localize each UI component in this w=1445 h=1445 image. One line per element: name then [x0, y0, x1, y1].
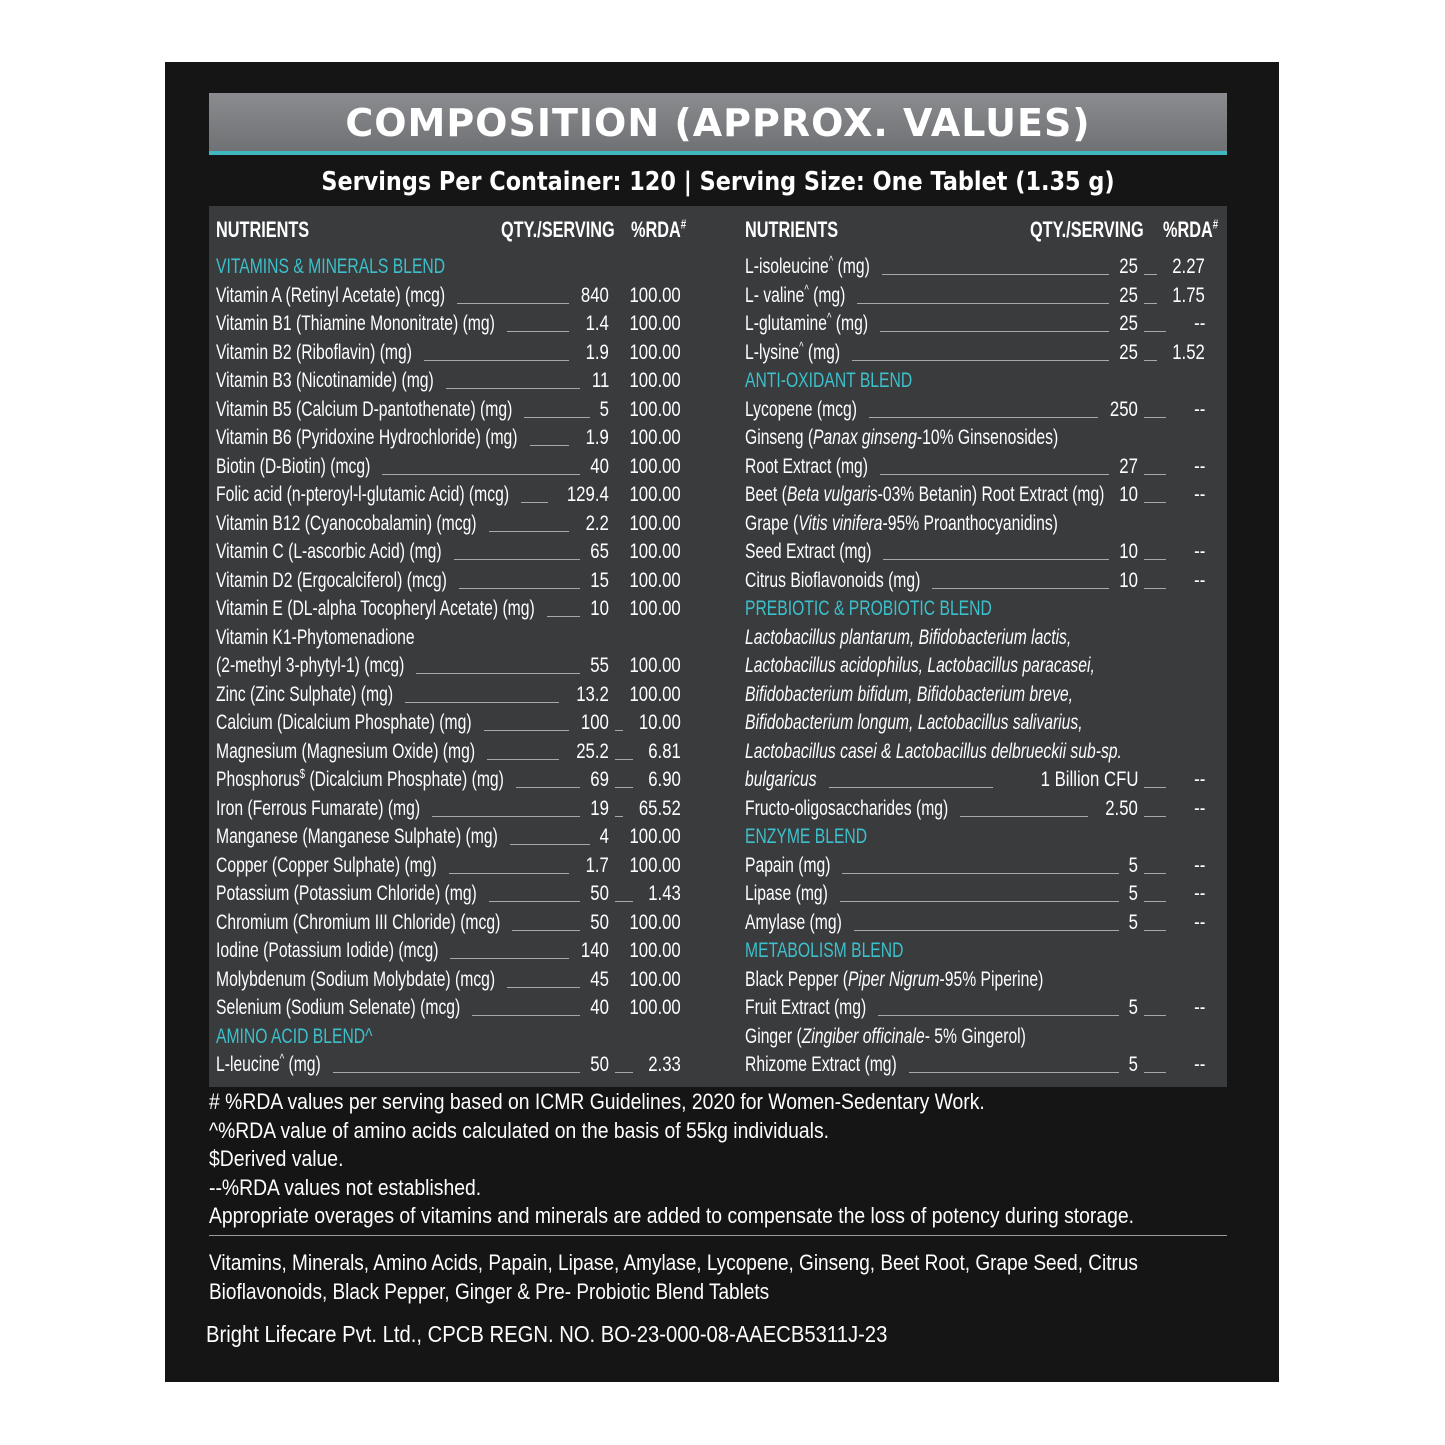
table-row: [216, 936, 681, 965]
nutrient-name: Vitamin B12 (Cyanocobalamin) (mcg): [216, 510, 477, 535]
table-row: [745, 851, 1211, 880]
table-row: [745, 623, 1211, 652]
header-nutrients: NUTRIENTS: [216, 217, 310, 242]
qty-value: 45: [590, 966, 609, 991]
table-row: [745, 1022, 1211, 1051]
rda-value: 100.00: [629, 596, 681, 620]
leader-line: [829, 787, 994, 788]
rda-value: 6.81: [648, 738, 681, 763]
leader-line: [512, 930, 580, 931]
qty-value: 129.4: [567, 482, 609, 506]
table-row: [216, 879, 681, 908]
rda-value: --: [1193, 852, 1205, 877]
nutrient-name: Selenium (Sodium Selenate) (mcg): [216, 995, 461, 1019]
rda-value: 100.00: [629, 852, 681, 877]
qty-value: 55: [590, 653, 609, 677]
leader-line: [507, 987, 580, 988]
rda-value: 100.00: [629, 282, 681, 307]
qty-value: 250: [1110, 396, 1138, 421]
nutrient-name: L- valine^ (mg): [745, 281, 846, 307]
leader-line: [869, 417, 1099, 418]
table-row: [745, 794, 1211, 823]
divider: [209, 1235, 1227, 1236]
leader-line: [882, 274, 1109, 275]
nutrient-name: Chromium (Chromium III Chloride) (mcg): [216, 909, 501, 934]
nutrient-name: Seed Extract (mg): [745, 539, 872, 563]
rda-value: 100.00: [629, 482, 681, 506]
nutrient-name: Vitamin B5 (Calcium D-pantothenate) (mg): [216, 396, 513, 421]
qty-value: 5: [1128, 881, 1138, 905]
section-heading: [216, 252, 681, 281]
table-row: [216, 594, 681, 623]
leader-line: [333, 1072, 580, 1073]
table-row: [216, 537, 681, 566]
nutrient-name: Manganese (Manganese Sulphate) (mg): [216, 824, 498, 848]
table-row: [216, 965, 681, 994]
nutrient-name: Rhizome Extract (mg): [745, 1052, 897, 1076]
leader-line: [840, 901, 1120, 902]
nutrient-name: Vitamin B2 (Riboflavin) (mg): [216, 339, 412, 364]
table-row: [216, 452, 681, 481]
leader-line: [1144, 787, 1166, 788]
nutrient-name: L-glutamine^ (mg): [745, 309, 869, 335]
nutrient-name: ANTI-OXIDANT BLEND: [745, 368, 913, 392]
nutrient-name: Vitamin A (Retinyl Acetate) (mcg): [216, 282, 446, 307]
qty-value: 1 Billion CFU: [1040, 767, 1138, 791]
nutrient-name: Fructo-oligosaccharides (mg): [745, 795, 949, 820]
table-row: [745, 252, 1211, 281]
table-row: [745, 309, 1211, 338]
qty-value: 40: [590, 995, 609, 1019]
leader-line: [1144, 502, 1166, 503]
leader-line: [472, 1015, 580, 1016]
leader-line: [615, 901, 633, 902]
leader-line: [487, 759, 559, 760]
qty-value: 5: [1128, 852, 1138, 877]
leader-line: [489, 901, 580, 902]
qty-value: 27: [1119, 453, 1138, 478]
rda-value: 100.00: [629, 909, 681, 934]
footnote-derived: $Derived value.: [209, 1146, 344, 1171]
leader-line: [524, 417, 590, 418]
qty-value: 840: [581, 282, 609, 307]
table-row: [216, 794, 681, 823]
header-rda: %RDA#: [1163, 216, 1219, 242]
nutrient-name: Vitamin D2 (Ergocalciferol) (mcg): [216, 567, 447, 592]
leader-line: [450, 958, 569, 959]
qty-value: 50: [590, 1052, 609, 1076]
qty-value: 140: [581, 938, 609, 962]
leader-line: [878, 1015, 1119, 1016]
leader-line: [615, 787, 633, 788]
nutrient-name: Beet (Beta vulgaris-03% Betanin) Root Extract (mg): [745, 482, 1105, 506]
rda-value: 2.27: [1172, 254, 1205, 278]
rda-value: --: [1193, 539, 1205, 563]
leader-line: [1144, 588, 1166, 589]
section-heading: [745, 936, 1211, 965]
qty-value: 10: [590, 596, 609, 620]
rda-value: 100.00: [629, 567, 681, 592]
rda-value: 100.00: [629, 453, 681, 478]
section-heading: [216, 1022, 681, 1051]
qty-value: 50: [590, 881, 609, 905]
nutrient-name: Phosphorus$ (Dicalcium Phosphate) (mg): [216, 765, 504, 791]
qty-value: 4: [599, 824, 609, 848]
qty-value: 5: [1128, 995, 1138, 1019]
section-heading: [745, 366, 1211, 395]
rda-value: --: [1193, 995, 1205, 1019]
leader-line: [424, 360, 570, 361]
qty-value: 1.4: [585, 311, 609, 335]
nutrient-name: Folic acid (n-pteroyl-l-glutamic Acid) (mcg): [216, 482, 510, 506]
rda-value: 100.00: [629, 311, 681, 335]
nutrient-name: METABOLISM BLEND: [745, 938, 904, 962]
section-heading: [745, 822, 1211, 851]
nutrient-name: Molybdenum (Sodium Molybdate) (mcg): [216, 966, 496, 991]
table-row: [216, 395, 681, 424]
table-row: [216, 651, 681, 680]
qty-value: 25: [1119, 339, 1138, 364]
rda-value: 100.00: [629, 995, 681, 1019]
rda-value: 65.52: [639, 795, 681, 820]
table-row: [745, 423, 1211, 452]
table-row: [216, 1050, 681, 1079]
nutrient-name: Vitamin C (L-ascorbic Acid) (mg): [216, 539, 442, 563]
rda-value: 100.00: [629, 396, 681, 421]
qty-value: 65: [590, 539, 609, 563]
header-qty-serving: QTY./SERVING: [501, 217, 615, 242]
leader-line: [1144, 816, 1166, 817]
qty-value: 5: [1128, 1052, 1138, 1076]
qty-value: 10: [1119, 539, 1138, 563]
table-row: [745, 765, 1211, 794]
leader-line: [446, 388, 580, 389]
leader-line: [1144, 274, 1157, 275]
table-row: [216, 309, 681, 338]
table-row: [216, 908, 681, 937]
rda-value: 100.00: [629, 824, 681, 848]
qty-value: 40: [590, 453, 609, 478]
rda-value: 10.00: [639, 710, 681, 734]
leader-line: [1144, 1072, 1166, 1073]
table-row: [216, 566, 681, 595]
nutrient-name: Citrus Bioflavonoids (mg): [745, 567, 921, 592]
table-row: [216, 509, 681, 538]
nutrient-name: Lycopene (mcg): [745, 396, 857, 421]
nutrient-name: AMINO ACID BLEND^: [216, 1023, 373, 1048]
servings-info: Servings Per Container: 120 | Serving Size: One Tablet (1.35 g): [321, 167, 1115, 197]
rda-value: 100.00: [629, 681, 681, 706]
section-heading: [745, 594, 1211, 623]
table-row: [216, 822, 681, 851]
rda-value: --: [1193, 396, 1205, 421]
leader-line: [615, 759, 633, 760]
table-row: [745, 281, 1211, 310]
title-bar: [209, 93, 1227, 155]
rda-value: --: [1193, 767, 1205, 791]
leader-line: [1144, 873, 1166, 874]
table-row: [216, 423, 681, 452]
table-row: [745, 395, 1211, 424]
qty-value: 19: [590, 795, 609, 820]
nutrient-name: Zinc (Zinc Sulphate) (mg): [216, 681, 394, 706]
nutrient-name: Calcium (Dicalcium Phosphate) (mg): [216, 710, 472, 734]
table-row: [745, 908, 1211, 937]
table-row: [745, 566, 1211, 595]
leader-line: [842, 873, 1119, 874]
table-row: [216, 680, 681, 709]
qty-value: 10: [1119, 482, 1138, 506]
nutrient-name: Magnesium (Magnesium Oxide) (mg): [216, 738, 476, 763]
footnote-not-established: --%RDA values not established.: [209, 1175, 482, 1200]
nutrient-name: Potassium (Potassium Chloride) (mg): [216, 881, 477, 905]
qty-value: 1.7: [585, 852, 609, 877]
nutrient-name: PREBIOTIC & PROBIOTIC BLEND: [745, 596, 992, 620]
table-row: [745, 480, 1211, 509]
leader-line: [449, 873, 570, 874]
qty-value: 5: [599, 396, 609, 421]
nutrient-name: L-lysine^ (mg): [745, 338, 841, 364]
table-row: [216, 366, 681, 395]
rda-value: --: [1193, 482, 1205, 506]
rda-value: 100.00: [629, 368, 681, 392]
leader-line: [1144, 930, 1166, 931]
ingredients-line: Vitamins, Minerals, Amino Acids, Papain, Lipase, Amylase, Lycopene, Ginseng, Beet Root, Grape Seed, Citrus: [209, 1250, 1138, 1275]
nutrient-name: Iodine (Potassium Iodide) (mcg): [216, 938, 439, 962]
nutrient-name: Lactobacillus casei & Lactobacillus delbrueckii sub-sp.: [745, 738, 1122, 763]
leader-line: [530, 445, 570, 446]
table-row: [745, 338, 1211, 367]
nutrient-name: Iron (Ferrous Fumarate) (mg): [216, 795, 421, 820]
nutrient-name: Vitamin K1-Phytomenadione: [216, 624, 415, 649]
qty-value: 25.2: [576, 738, 609, 763]
nutrient-name: Vitamin B3 (Nicotinamide) (mg): [216, 368, 434, 392]
leader-line: [880, 474, 1109, 475]
rda-value: 100.00: [629, 425, 681, 449]
qty-value: 69: [590, 767, 609, 791]
nutrient-name: Vitamin E (DL-alpha Tocopheryl Acetate) (mg): [216, 596, 535, 620]
table-row: [745, 993, 1211, 1022]
rda-value: 100.00: [629, 938, 681, 962]
nutrient-name: Bifidobacterium bifidum, Bifidobacterium breve,: [745, 681, 1074, 706]
rda-value: --: [1193, 881, 1205, 905]
nutrient-name: Grape (Vitis vinifera-95% Proanthocyanidins): [745, 510, 1058, 535]
table-row: [216, 765, 681, 794]
header-rda: %RDA#: [631, 216, 687, 242]
rda-value: --: [1193, 795, 1205, 820]
rda-value: --: [1193, 453, 1205, 478]
qty-value: 25: [1119, 311, 1138, 335]
leader-line: [932, 588, 1109, 589]
rda-value: 1.52: [1172, 339, 1205, 364]
table-row: [745, 879, 1211, 908]
ingredients-line: Bioflavonoids, Black Pepper, Ginger & Pre- Probiotic Blend Tablets: [209, 1279, 770, 1304]
table-row: [745, 737, 1211, 766]
table-row: [216, 851, 681, 880]
table-row: [216, 338, 681, 367]
table-row: [216, 281, 681, 310]
leader-line: [880, 331, 1109, 332]
leader-line: [510, 844, 591, 845]
nutrient-name: Amylase (mg): [745, 909, 842, 934]
leader-line: [1144, 559, 1166, 560]
leader-line: [909, 1072, 1120, 1073]
leader-line: [1144, 1015, 1166, 1016]
qty-value: 1.9: [585, 339, 609, 364]
leader-line: [521, 502, 548, 503]
leader-line: [382, 474, 580, 475]
table-row: [745, 1050, 1211, 1079]
leader-line: [547, 616, 580, 617]
table-row: [745, 651, 1211, 680]
qty-value: 2.50: [1105, 795, 1138, 820]
qty-value: 5: [1128, 909, 1138, 934]
leader-line: [852, 360, 1109, 361]
rda-value: 100.00: [629, 339, 681, 364]
leader-line: [615, 730, 623, 731]
rda-value: --: [1193, 1052, 1205, 1076]
ingredients-list: [209, 1248, 1227, 1306]
page-title: COMPOSITION (APPROX. VALUES): [345, 101, 1091, 145]
rda-value: --: [1193, 567, 1205, 592]
leader-line: [507, 331, 570, 332]
qty-value: 25: [1119, 282, 1138, 307]
composition-panel: [165, 62, 1279, 1382]
nutrient-name: Vitamin B1 (Thiamine Mononitrate) (mg): [216, 311, 495, 335]
nutrient-name: Black Pepper (Piper Nigrum-95% Piperine): [745, 966, 1044, 991]
rda-value: 100.00: [629, 966, 681, 991]
leader-line: [416, 673, 580, 674]
nutrient-name: ENZYME BLEND: [745, 824, 868, 848]
leader-line: [516, 787, 580, 788]
leader-line: [459, 588, 580, 589]
leader-line: [854, 930, 1120, 931]
leader-line: [484, 730, 570, 731]
table-row: [745, 965, 1211, 994]
table-row: [745, 537, 1211, 566]
leader-line: [1144, 331, 1166, 332]
nutrient-name: Lactobacillus acidophilus, Lactobacillus paracasei,: [745, 653, 1095, 677]
table-row: [216, 480, 681, 509]
leader-line: [883, 559, 1109, 560]
rda-value: 1.43: [648, 881, 681, 905]
header-qty-serving: QTY./SERVING: [1030, 217, 1144, 242]
table-row: [745, 452, 1211, 481]
rda-value: 6.90: [648, 767, 681, 791]
rda-value: 100.00: [629, 539, 681, 563]
rda-value: --: [1193, 311, 1205, 335]
table-row: [745, 708, 1211, 737]
qty-value: 15: [590, 567, 609, 592]
qty-value: 25: [1119, 254, 1138, 278]
qty-value: 100: [581, 710, 609, 734]
footnote-rda: # %RDA values per serving based on ICMR Guidelines, 2020 for Women-Sedentary Work.: [209, 1089, 985, 1114]
nutrient-name: Bifidobacterium longum, Lactobacillus salivarius,: [745, 710, 1083, 734]
leader-line: [857, 303, 1109, 304]
nutrient-name: bulgaricus: [745, 767, 817, 791]
nutrient-name: Ginger (Zingiber officinale- 5% Gingerol): [745, 1023, 1026, 1048]
leader-line: [1144, 360, 1157, 361]
table-row: [216, 623, 681, 652]
rda-value: 1.75: [1172, 282, 1205, 307]
leader-line: [454, 559, 580, 560]
leader-line: [615, 816, 623, 817]
nutrient-name: Papain (mg): [745, 852, 831, 877]
leader-line: [489, 531, 570, 532]
leader-line: [1144, 474, 1166, 475]
nutrient-name: Biotin (D-Biotin) (mcg): [216, 453, 371, 478]
company-info: Bright Lifecare Pvt. Ltd., CPCB REGN. NO. BO-23-000-08-AAECB5311J-23: [206, 1321, 888, 1347]
nutrient-name: L-leucine^ (mg): [216, 1050, 321, 1076]
rda-value: --: [1193, 909, 1205, 934]
rda-value: 100.00: [629, 510, 681, 535]
leader-line: [432, 816, 580, 817]
leader-line: [457, 303, 569, 304]
leader-line: [1144, 303, 1157, 304]
nutrient-name: Root Extract (mg): [745, 453, 868, 478]
footnote-overages: Appropriate overages of vitamins and minerals are added to compensate the loss of potency during storage.: [209, 1203, 1135, 1228]
leader-line: [960, 816, 1088, 817]
footnote-amino: ^%RDA value of amino acids calculated on the basis of 55kg individuals.: [209, 1118, 830, 1143]
rda-value: 100.00: [629, 653, 681, 677]
rda-value: 2.33: [648, 1052, 681, 1076]
leader-line: [1144, 417, 1166, 418]
nutrient-name: Lipase (mg): [745, 881, 828, 905]
qty-value: 11: [591, 368, 609, 392]
leader-line: [405, 702, 559, 703]
nutrient-name: Fruit Extract (mg): [745, 995, 867, 1019]
nutrient-name: Ginseng (Panax ginseng-10% Ginsenosides): [745, 425, 1059, 449]
nutrient-name: (2-methyl 3-phytyl-1) (mcg): [216, 653, 405, 677]
leader-line: [1144, 901, 1166, 902]
qty-value: 1.9: [585, 425, 609, 449]
nutrient-name: Vitamin B6 (Pyridoxine Hydrochloride) (mg): [216, 425, 518, 449]
qty-value: 13.2: [576, 681, 609, 706]
nutrient-name: L-isoleucine^ (mg): [745, 252, 870, 278]
table-row: [216, 993, 681, 1022]
table-row: [216, 737, 681, 766]
qty-value: 10: [1119, 567, 1138, 592]
table-row: [216, 708, 681, 737]
nutrient-name: Lactobacillus plantarum, Bifidobacterium lactis,: [745, 624, 1072, 649]
qty-value: 50: [590, 909, 609, 934]
nutrient-name: Copper (Copper Sulphate) (mg): [216, 852, 437, 877]
nutrient-name: VITAMINS & MINERALS BLEND: [216, 254, 446, 278]
table-row: [745, 680, 1211, 709]
table-row: [745, 509, 1211, 538]
leader-line: [615, 1072, 633, 1073]
qty-value: 2.2: [585, 510, 609, 535]
nutrient-table: [209, 206, 1227, 1087]
header-nutrients: NUTRIENTS: [745, 217, 839, 242]
